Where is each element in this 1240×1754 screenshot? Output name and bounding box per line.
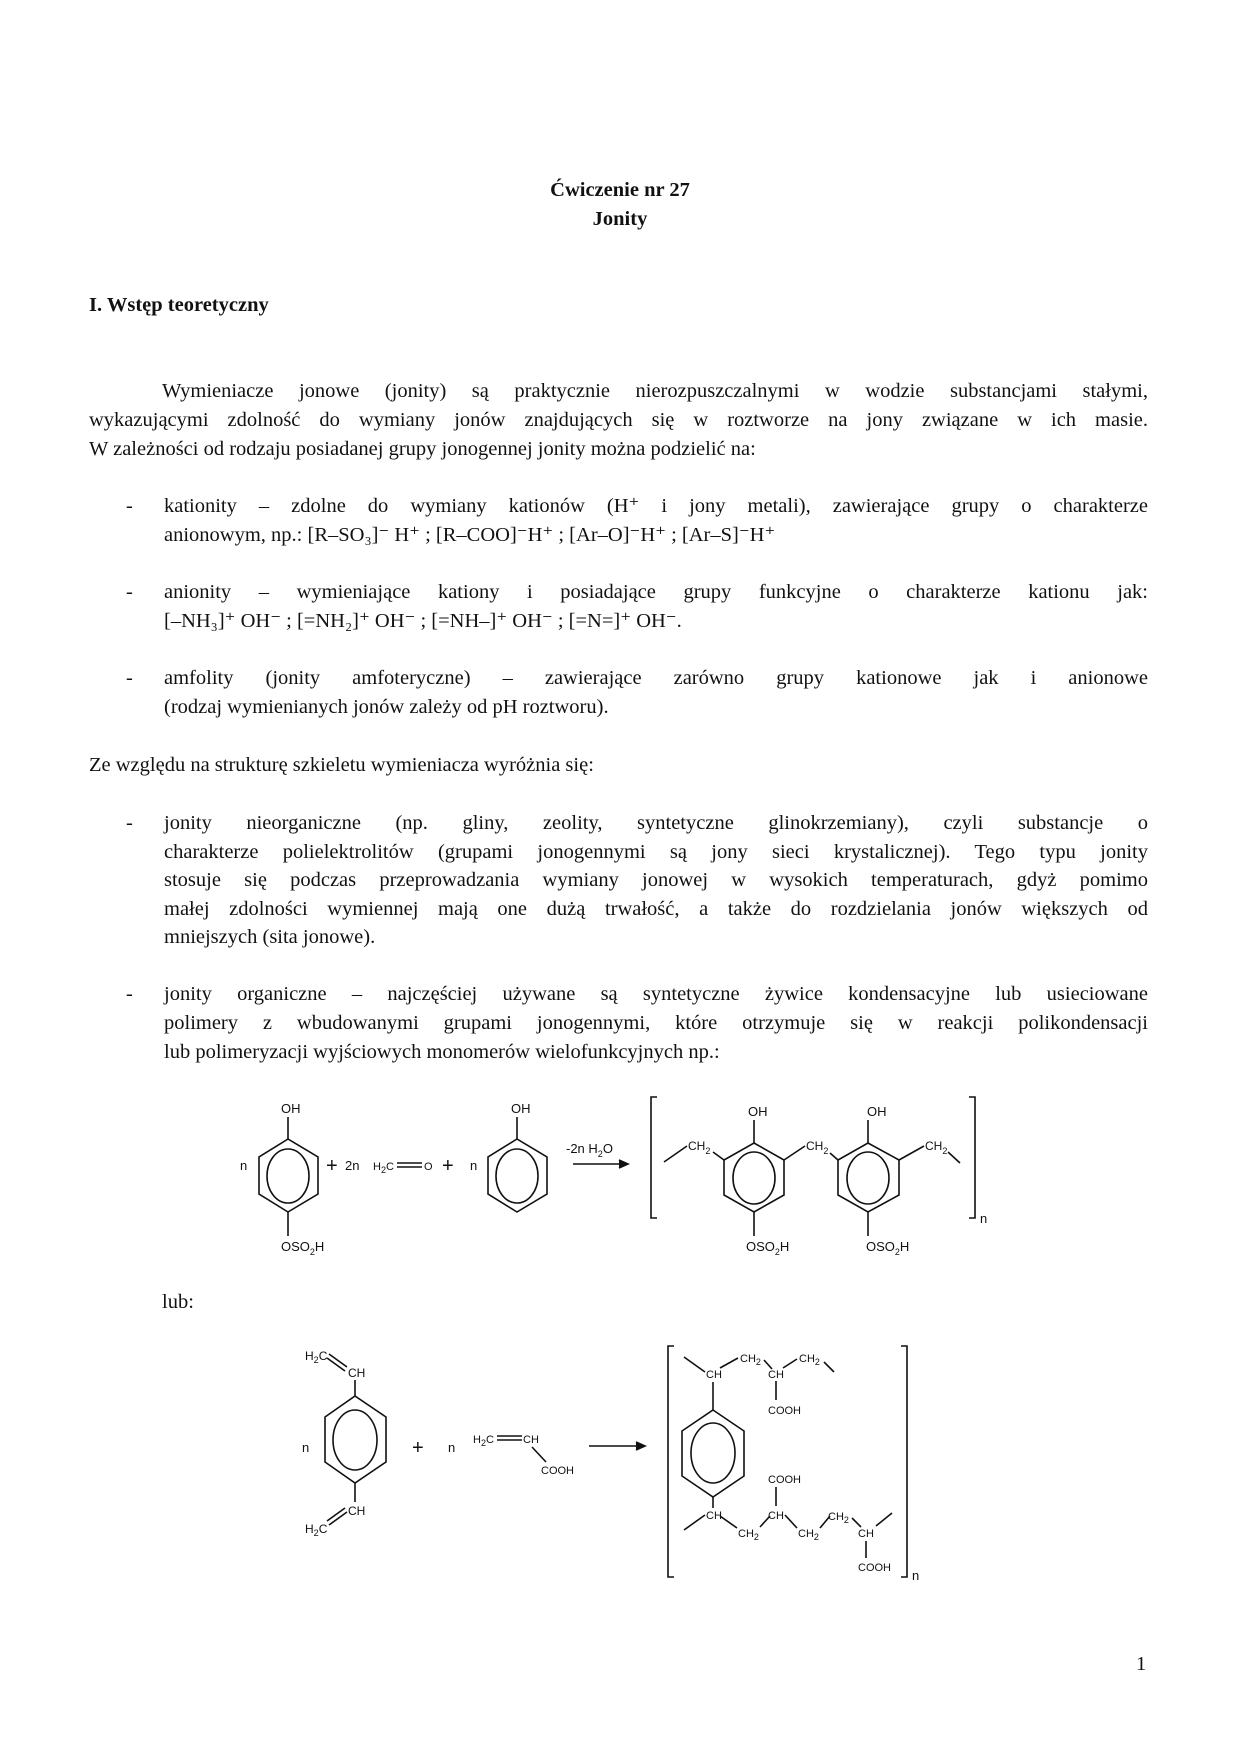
- plus-sign: +: [442, 1155, 454, 1177]
- svg-text:CH2: $CH_2$: [828, 1511, 849, 1525]
- plus-sign: +: [326, 1155, 338, 1177]
- condition-label: -2n $H_2O$: [566, 1141, 613, 1159]
- coefficient-n: n: [470, 1158, 478, 1173]
- svg-text:H2C: $H_2C$: [473, 1434, 494, 1448]
- bullet-dash: -: [126, 581, 133, 603]
- divinylbenzene-monomer: [302, 1349, 386, 1538]
- list-item-line: anionity – wymieniające kationy i posiadające grupy funkcyjne o charakterze kationu jak:: [164, 581, 1148, 603]
- svg-text:CH2: $CH_2$: [799, 1353, 820, 1367]
- intro-line: Wymieniacze jonowe (jonity) są praktycznie nierozpuszczalnymi w wodzie substancjami stałymi,: [162, 380, 1148, 402]
- intro-line: W zależności od rodzaju posiadanej grupy jonogennej jonity można podzielić na:: [89, 438, 756, 460]
- phenol-monomer: [488, 1101, 547, 1212]
- svg-text:n: n: [912, 1568, 920, 1583]
- oso2h-label: $OSO_2H$: [281, 1239, 325, 1257]
- oh-label: OH: [281, 1101, 301, 1116]
- svg-text:COOH: COOH: [541, 1465, 574, 1477]
- section-heading: I. Wstęp teoretyczny: [89, 294, 269, 316]
- page-number: 1: [1136, 1653, 1147, 1675]
- coefficient-2n: 2n: [345, 1158, 360, 1173]
- svg-text:CH2: $CH_2$: [738, 1528, 759, 1542]
- svg-text:H2C: $H_2C$: [373, 1161, 394, 1175]
- svg-text:CH2: $CH_2$: [740, 1353, 761, 1367]
- bullet-dash: -: [126, 983, 133, 1005]
- list-item-line: charakterze polielektrolitów (grupami jonogennymi są jony sieci krystalicznej). Tego typu jonity: [164, 841, 1148, 863]
- bullet-dash: -: [126, 495, 133, 517]
- svg-text:CH: CH: [768, 1369, 784, 1381]
- list-item-line: kationity – zdolne do wymiany kationów (H⁺ i jony metali), zawierające grupy o charakterze: [164, 495, 1148, 517]
- sulfophenol-monomer: [240, 1101, 324, 1257]
- svg-text:H2C: $H_2C$: [305, 1349, 328, 1365]
- svg-text:OH: OH: [867, 1104, 887, 1119]
- intro-line: wykazującymi zdolność do wymiany jonów znajdujących się w roztworze na jony związane w ich masie.: [89, 409, 1148, 431]
- svg-text:CH2: $CH_2$: [806, 1139, 829, 1156]
- svg-text:OSO2H: $OSO_2H$: [746, 1239, 790, 1257]
- coefficient-n: n: [240, 1158, 248, 1173]
- or-label: lub:: [162, 1291, 194, 1313]
- bullet-dash: -: [126, 667, 133, 689]
- bullet-dash: -: [126, 812, 133, 834]
- svg-text:H2C: $H_2C$: [305, 1522, 328, 1538]
- list-item-line: lub polimeryzacji wyjściowych monomerów wielofunkcyjnych np.:: [164, 1041, 720, 1063]
- svg-text:CH: CH: [348, 1504, 366, 1518]
- plus-sign: +: [412, 1437, 424, 1459]
- svg-text:CH: CH: [706, 1510, 722, 1522]
- list-item-line: amfolity (jonity amfoteryczne) – zawierające zarówno grupy kationowe jak i anionowe: [164, 667, 1148, 689]
- list-item-line: małej zdolności wymiennej mają one dużą trwałość, a także do rozdzielania jonów większych od: [164, 898, 1148, 920]
- list-item-line: polimery z wbudowanymi grupami jonogennymi, które otrzymuje się w reakcji polikondensacji: [164, 1012, 1148, 1034]
- svg-text:CH: CH: [348, 1366, 366, 1380]
- document-title: Ćwiczenie nr 27: [550, 179, 690, 201]
- reaction-arrow: [566, 1141, 628, 1168]
- svg-text:n: n: [980, 1211, 988, 1226]
- svg-text:CH: CH: [858, 1528, 874, 1540]
- reaction-arrow: [589, 1442, 645, 1450]
- phenolic-resin-product: [651, 1097, 987, 1257]
- list-item-line: anionowym, np.: [R–SO₃]⁻ H⁺ ; [R–COO]⁻H⁺ ; [Ar–O]⁻H⁺ ; [Ar–S]⁻H⁺: [164, 524, 776, 546]
- svg-text:CH2: $CH_2$: [925, 1139, 948, 1156]
- svg-text:CH: CH: [706, 1369, 722, 1381]
- crosslinked-polymer-product: [668, 1346, 919, 1583]
- svg-text:COOH: COOH: [858, 1562, 891, 1574]
- svg-text:CH: CH: [523, 1434, 539, 1446]
- list-item-line: stosuje się podczas przeprowadzania wymiany jonowej w wysokich temperaturach, gdyż pomimo: [164, 869, 1148, 891]
- svg-text:CH: CH: [768, 1510, 784, 1522]
- svg-text:O: O: [424, 1161, 433, 1173]
- svg-text:CH2: $CH_2$: [798, 1528, 819, 1542]
- svg-text:OH: OH: [748, 1104, 768, 1119]
- paragraph: Ze względu na strukturę szkieletu wymieniacza wyróżnia się:: [89, 754, 594, 776]
- list-item-line: jonity organiczne – najczęściej używane są syntetyczne żywice kondensacyjne lub usieciowane: [164, 983, 1148, 1005]
- formaldehyde: [373, 1161, 433, 1175]
- svg-text:OSO2H: $OSO_2H$: [866, 1239, 910, 1257]
- list-item-line: jonity nieorganiczne (np. gliny, zeolity, syntetyczne glinokrzemiany), czyli substancje o: [164, 812, 1148, 834]
- document-subtitle: Jonity: [592, 208, 648, 230]
- svg-text:COOH: COOH: [768, 1405, 801, 1417]
- coefficient-n: n: [302, 1440, 310, 1455]
- acrylic-acid-monomer: [473, 1434, 574, 1477]
- coefficient-n: n: [448, 1440, 456, 1455]
- svg-text:COOH: COOH: [768, 1474, 801, 1486]
- svg-text:OH: OH: [511, 1101, 531, 1116]
- svg-text:CH2: $CH_2$: [688, 1139, 711, 1156]
- list-item-line: mniejszych (sita jonowe).: [164, 926, 376, 948]
- list-item-line: (rodzaj wymienianych jonów zależy od pH roztworu).: [164, 696, 609, 718]
- list-item-line: [–NH₃]⁺ OH⁻ ; [=NH₂]⁺ OH⁻ ; [=NH–]⁺ OH⁻ ; [=N=]⁺ OH⁻.: [164, 610, 682, 632]
